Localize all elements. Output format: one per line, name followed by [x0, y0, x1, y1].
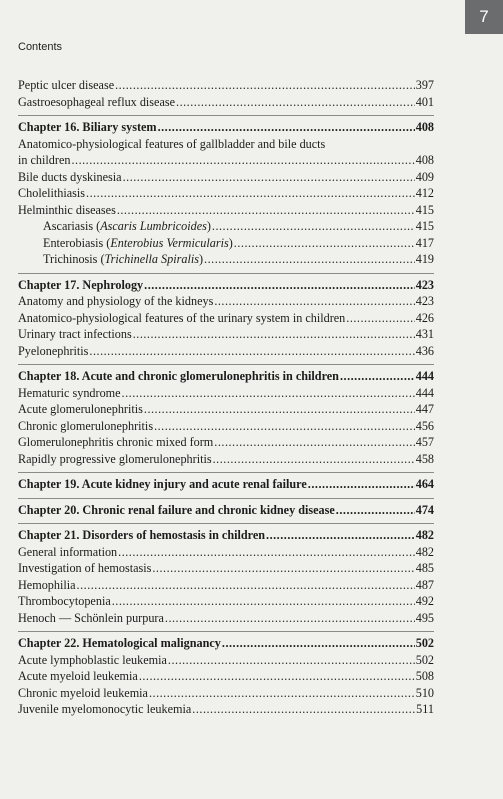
toc-page-number: 401	[415, 94, 434, 109]
dot-leader	[86, 185, 415, 202]
dot-leader	[118, 544, 415, 561]
toc-entry-title: Henoch — Schönlein purpura	[18, 610, 164, 625]
toc-chapter-heading[interactable]	[18, 368, 434, 385]
toc-entry-title: Chapter 16. Biliary system	[18, 120, 157, 134]
toc-entry[interactable]	[18, 652, 434, 669]
toc-page-number: 482	[415, 544, 434, 559]
toc-section	[18, 631, 434, 718]
toc-page-number: 457	[415, 435, 434, 449]
toc-entry-title: Pyelonephritis	[18, 343, 89, 358]
toc-entry-title: Ascariasis (Ascaris Lumbricoides)	[43, 219, 211, 233]
toc-page-number: 511	[416, 702, 434, 716]
toc-page-number: 415	[415, 219, 434, 233]
toc-page-number: 436	[415, 343, 434, 358]
dot-leader	[168, 652, 415, 669]
toc-entry-title: Enterobiasis (Enterobius Vermicularis)	[43, 235, 233, 250]
toc-page-number: 510	[415, 685, 434, 700]
toc-page-number: 502	[415, 652, 434, 667]
toc-page-number: 426	[415, 310, 434, 325]
toc-chapter-heading[interactable]	[18, 527, 434, 544]
toc-page-number: 444	[415, 369, 434, 383]
toc-entry-title: in children	[18, 153, 71, 167]
toc-page-number: 492	[415, 594, 434, 608]
toc-entry-title: General information	[18, 544, 118, 559]
toc-page-number: 397	[415, 78, 434, 92]
toc-page-number: 412	[415, 186, 434, 200]
toc-entry-title: Helminthic diseases	[18, 202, 116, 217]
toc-page-number: 408	[415, 120, 434, 134]
toc-entry[interactable]	[18, 451, 434, 468]
dot-leader	[122, 385, 415, 402]
toc-page-number: 409	[415, 169, 434, 184]
toc-chapter-heading[interactable]	[18, 635, 434, 652]
toc-chapter-heading[interactable]	[18, 277, 434, 294]
toc-page-number: 431	[415, 327, 434, 341]
toc-entry[interactable]	[18, 152, 434, 169]
toc-chapter-heading[interactable]	[18, 119, 434, 136]
toc-entry-title: Gastroesophageal reflux disease	[18, 94, 176, 109]
dot-leader	[222, 635, 415, 652]
toc-entry-title: Anatomico-physiological features of the urinary system in children	[18, 310, 346, 325]
dot-leader	[213, 451, 415, 468]
toc-entry-title: Hematuric syndrome	[18, 385, 121, 400]
toc-entry[interactable]	[18, 185, 434, 202]
toc-entry-title: Juvenile myelomonocytic leukemia	[18, 702, 192, 716]
toc-page-number: 423	[415, 294, 434, 308]
dot-leader	[149, 685, 415, 702]
toc-entry[interactable]	[18, 202, 434, 219]
toc-section	[18, 523, 434, 626]
toc-entry-title: Chapter 19. Acute kidney injury and acute renal failure	[18, 477, 307, 491]
toc-page-number: 482	[415, 528, 434, 542]
dot-leader	[214, 434, 414, 451]
toc-entry-title: Trichinosis (Trichinella Spiralis)	[43, 252, 204, 266]
toc-entry-title: Chapter 20. Chronic renal failure and chronic kidney disease	[18, 502, 335, 517]
toc-entry-title: Chapter 18. Acute and chronic glomerulonephritis in children	[18, 369, 339, 383]
toc-entry[interactable]	[18, 326, 434, 343]
dot-leader	[117, 202, 415, 219]
toc-entry-title: Rapidly progressive glomerulonephritis	[18, 451, 212, 466]
dot-leader	[266, 527, 415, 544]
toc-entry-title: Glomerulonephritis chronic mixed form	[18, 435, 214, 449]
toc-page-number: 408	[415, 153, 434, 167]
page-number-tab	[465, 0, 503, 34]
toc-entry-title: Peptic ulcer disease	[18, 78, 115, 92]
toc-entry[interactable]	[18, 418, 434, 435]
toc-page-number: 464	[415, 477, 434, 491]
dot-leader	[204, 251, 415, 268]
running-header: Contents	[18, 41, 63, 53]
toc-page-number: 444	[415, 385, 434, 400]
toc-entry[interactable]	[18, 434, 434, 451]
toc-section	[18, 498, 434, 519]
dot-leader	[112, 593, 415, 610]
toc-page-number: 485	[415, 561, 434, 575]
toc-entry-title: Acute lymphoblastic leukemia	[18, 652, 167, 667]
toc-page-number: 415	[415, 202, 434, 217]
dot-leader	[152, 560, 414, 577]
toc-entry-title: Thrombocytopenia	[18, 594, 111, 608]
dot-leader	[165, 610, 415, 627]
toc-entry-title: Chapter 17. Nephrology	[18, 277, 144, 292]
toc-section	[18, 472, 434, 493]
toc-chapter-heading[interactable]	[18, 502, 434, 519]
dot-leader	[154, 418, 415, 435]
toc-entry[interactable]	[18, 310, 434, 327]
dot-leader	[212, 218, 415, 235]
toc-entry-title: Investigation of hemostasis	[18, 561, 152, 575]
dot-leader	[115, 77, 415, 94]
toc-entry[interactable]	[18, 293, 434, 310]
toc-entry[interactable]	[18, 668, 434, 685]
dot-leader	[133, 326, 415, 343]
toc-page-number: 456	[415, 418, 434, 433]
toc-entry-title: Chapter 22. Hematological malignancy	[18, 636, 221, 650]
toc-entry[interactable]	[18, 560, 434, 577]
dot-leader	[139, 668, 415, 685]
toc-entry[interactable]	[18, 544, 434, 561]
dot-leader	[144, 277, 415, 294]
toc-entry[interactable]	[18, 593, 434, 610]
toc-page-number: 458	[415, 451, 434, 466]
toc-entry[interactable]	[18, 701, 434, 718]
dot-leader	[89, 343, 414, 360]
dot-leader	[176, 94, 415, 111]
toc-entry-title: Chapter 21. Disorders of hemostasis in children	[18, 528, 266, 542]
toc-entry[interactable]	[18, 169, 434, 186]
toc-section	[18, 273, 434, 360]
dot-leader	[234, 235, 415, 252]
toc-entry-title: Chronic myeloid leukemia	[18, 685, 148, 700]
dot-leader	[192, 701, 415, 718]
toc-entry-title: Acute myeloid leukemia	[18, 669, 138, 683]
toc-entry[interactable]	[18, 94, 434, 111]
toc-entry-title: Urinary tract infections	[18, 327, 132, 341]
toc-page-number: 423	[415, 277, 434, 292]
toc-entry-title: Acute glomerulonephritis	[18, 402, 143, 416]
toc-page-number: 508	[415, 669, 434, 683]
dot-leader	[144, 401, 415, 418]
toc-entry[interactable]	[18, 401, 434, 418]
toc-entry-title: Anatomico-physiological features of gallbladder and bile ducts	[18, 136, 326, 151]
toc-section	[18, 77, 434, 110]
toc-section	[18, 364, 434, 467]
toc-entry-title: Bile ducts dyskinesia	[18, 169, 122, 184]
toc-entry-title: Cholelithiasis	[18, 186, 86, 200]
toc-page-number: 419	[415, 252, 434, 266]
table-of-contents	[18, 77, 434, 718]
toc-page-number: 495	[415, 610, 434, 625]
dot-leader	[346, 310, 414, 327]
dot-leader	[71, 152, 414, 169]
dot-leader	[158, 119, 415, 136]
toc-entry[interactable]	[18, 251, 434, 268]
dot-leader	[340, 368, 415, 385]
toc-page-number: 474	[415, 502, 434, 517]
toc-chapter-heading[interactable]	[18, 476, 434, 493]
dot-leader	[214, 293, 414, 310]
toc-entry-title: Hemophilia	[18, 577, 76, 592]
toc-page-number: 447	[415, 402, 434, 416]
dot-leader	[308, 476, 415, 493]
toc-page-number: 417	[415, 235, 434, 250]
toc-entry[interactable]	[18, 77, 434, 94]
dot-leader	[77, 577, 415, 594]
toc-entry-title: Chronic glomerulonephritis	[18, 418, 154, 433]
toc-page-number: 487	[415, 577, 434, 592]
toc-section	[18, 115, 434, 268]
toc-entry[interactable]	[18, 218, 434, 235]
dot-leader	[336, 502, 415, 519]
toc-entry[interactable]	[18, 610, 434, 627]
page-number: 7	[479, 7, 489, 26]
toc-entry-title: Anatomy and physiology of the kidneys	[18, 294, 214, 308]
toc-entry[interactable]	[18, 685, 434, 702]
toc-entry[interactable]	[18, 577, 434, 594]
toc-entry[interactable]	[18, 343, 434, 360]
dot-leader	[123, 169, 415, 186]
toc-entry[interactable]	[18, 385, 434, 402]
toc-page-number: 502	[415, 636, 434, 650]
toc-entry[interactable]	[18, 235, 434, 252]
